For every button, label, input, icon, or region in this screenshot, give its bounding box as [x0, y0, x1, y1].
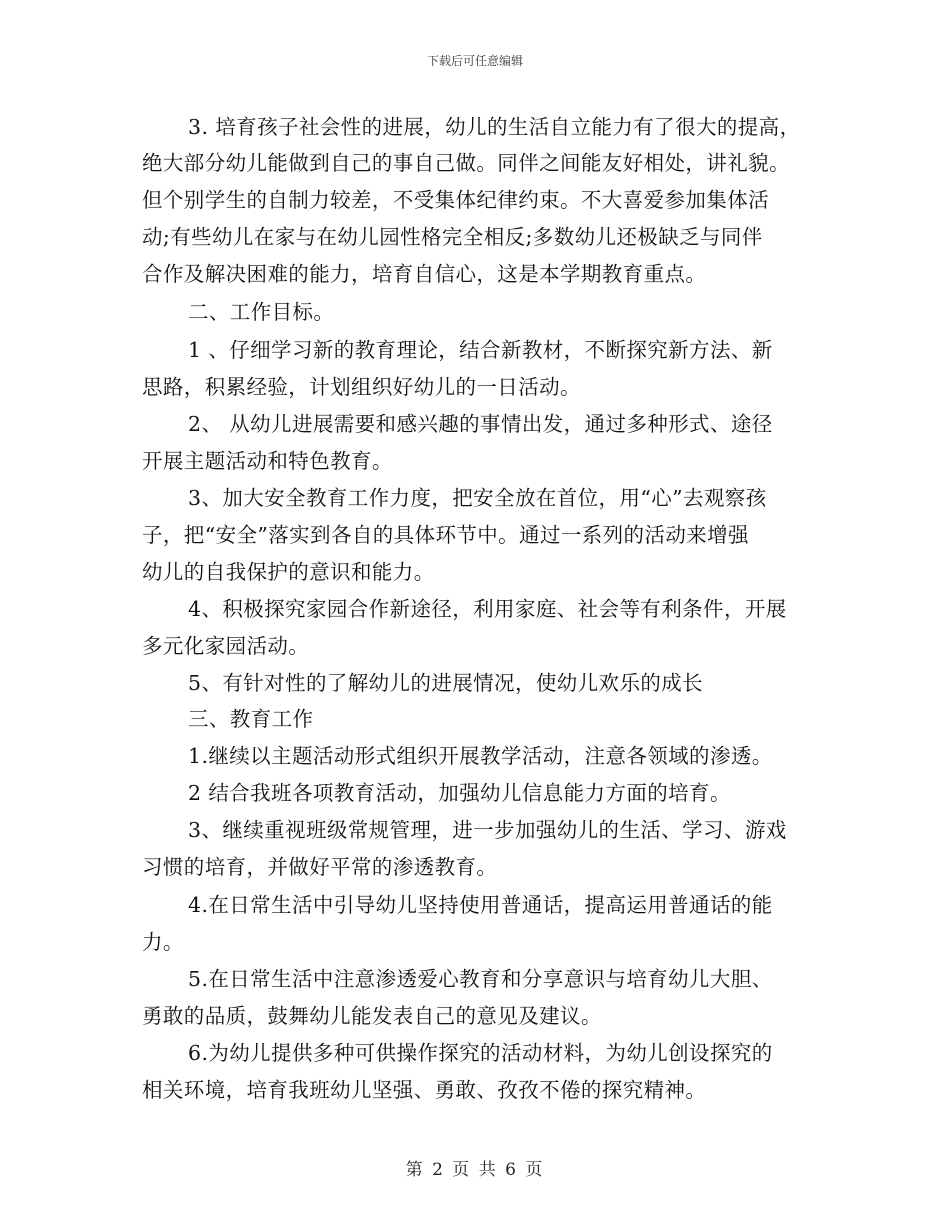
body-line: 幼儿的自我保护的意识和能力。 — [142, 560, 435, 584]
body-line: 1 、仔细学习新的教育理论，结合新教材，不断探究新方法、新 — [188, 338, 773, 362]
body-line: 习惯的培育，并做好平常的渗透教育。 — [142, 855, 498, 879]
body-line: 合作及解决困难的能力，培育自信心，这是本学期教育重点。 — [142, 262, 707, 286]
section-heading-goals: 二、工作目标。 — [188, 300, 335, 324]
body-line: 3、继续重视班级常规管理，进一步加强幼儿的生活、学习、游戏 — [188, 818, 787, 842]
body-line: 2、 从幼儿进展需要和感兴趣的事情出发，通过多种形式、途径 — [188, 412, 773, 436]
body-line: 绝大部分幼儿能做到自己的事自己做。同伴之间能友好相处，讲礼貌。 — [142, 151, 790, 175]
body-line: 4.在日常生活中引导幼儿坚持使用普通话，提高运用普通话的能 — [188, 893, 773, 917]
body-line: 5.在日常生活中注意渗透爱心教育和分享意识与培育幼儿大胆、 — [188, 967, 773, 991]
body-line: 3. 培育孩子社会性的进展，幼儿的生活自立能力有了很大的提高， — [188, 115, 801, 139]
body-line: 力。 — [142, 930, 184, 954]
body-line: 子，把“安全”落实到各自的具体环节中。通过一系列的活动来增强 — [142, 523, 749, 547]
body-line: 相关环境，培育我班幼儿坚强、勇敢、孜孜不倦的探究精神。 — [142, 1078, 707, 1102]
section-heading-education: 三、教育工作 — [188, 707, 314, 731]
page-header-note: 下载后可任意编辑 — [426, 54, 523, 68]
body-line: 但个别学生的自制力较差，不受集体纪律约束。不大喜爱参加集体活 — [142, 188, 769, 212]
body-line: 6.为幼儿提供多种可供操作探究的活动材料，为幼儿创设探究的 — [188, 1041, 773, 1065]
body-line: 5、有针对性的了解幼儿的进展情况，使幼儿欢乐的成长 — [188, 671, 704, 695]
body-line: 勇敢的品质，鼓舞幼儿能发表自己的意见及建议。 — [142, 1004, 602, 1028]
body-line: 2 结合我班各项教育活动，加强幼儿信息能力方面的培育。 — [188, 781, 731, 805]
body-line: 多元化家园活动。 — [142, 634, 310, 658]
body-line: 1.继续以主题活动形式组织开展教学活动，注意各领域的渗透。 — [188, 744, 773, 768]
body-line: 3、加大安全教育工作力度，把安全放在首位，用“心”去观察孩 — [188, 486, 767, 510]
body-line: 思路，积累经验，计划组织好幼儿的一日活动。 — [142, 375, 581, 399]
body-line: 动;有些幼儿在家与在幼儿园性格完全相反;多数幼儿还极缺乏与同伴 — [142, 225, 763, 249]
body-line: 开展主题活动和特色教育。 — [142, 449, 393, 473]
page-number: 第 2 页 共 6 页 — [405, 1160, 545, 1180]
body-line: 4、积极探究家园合作新途径，利用家庭、社会等有利条件，开展 — [188, 597, 787, 621]
